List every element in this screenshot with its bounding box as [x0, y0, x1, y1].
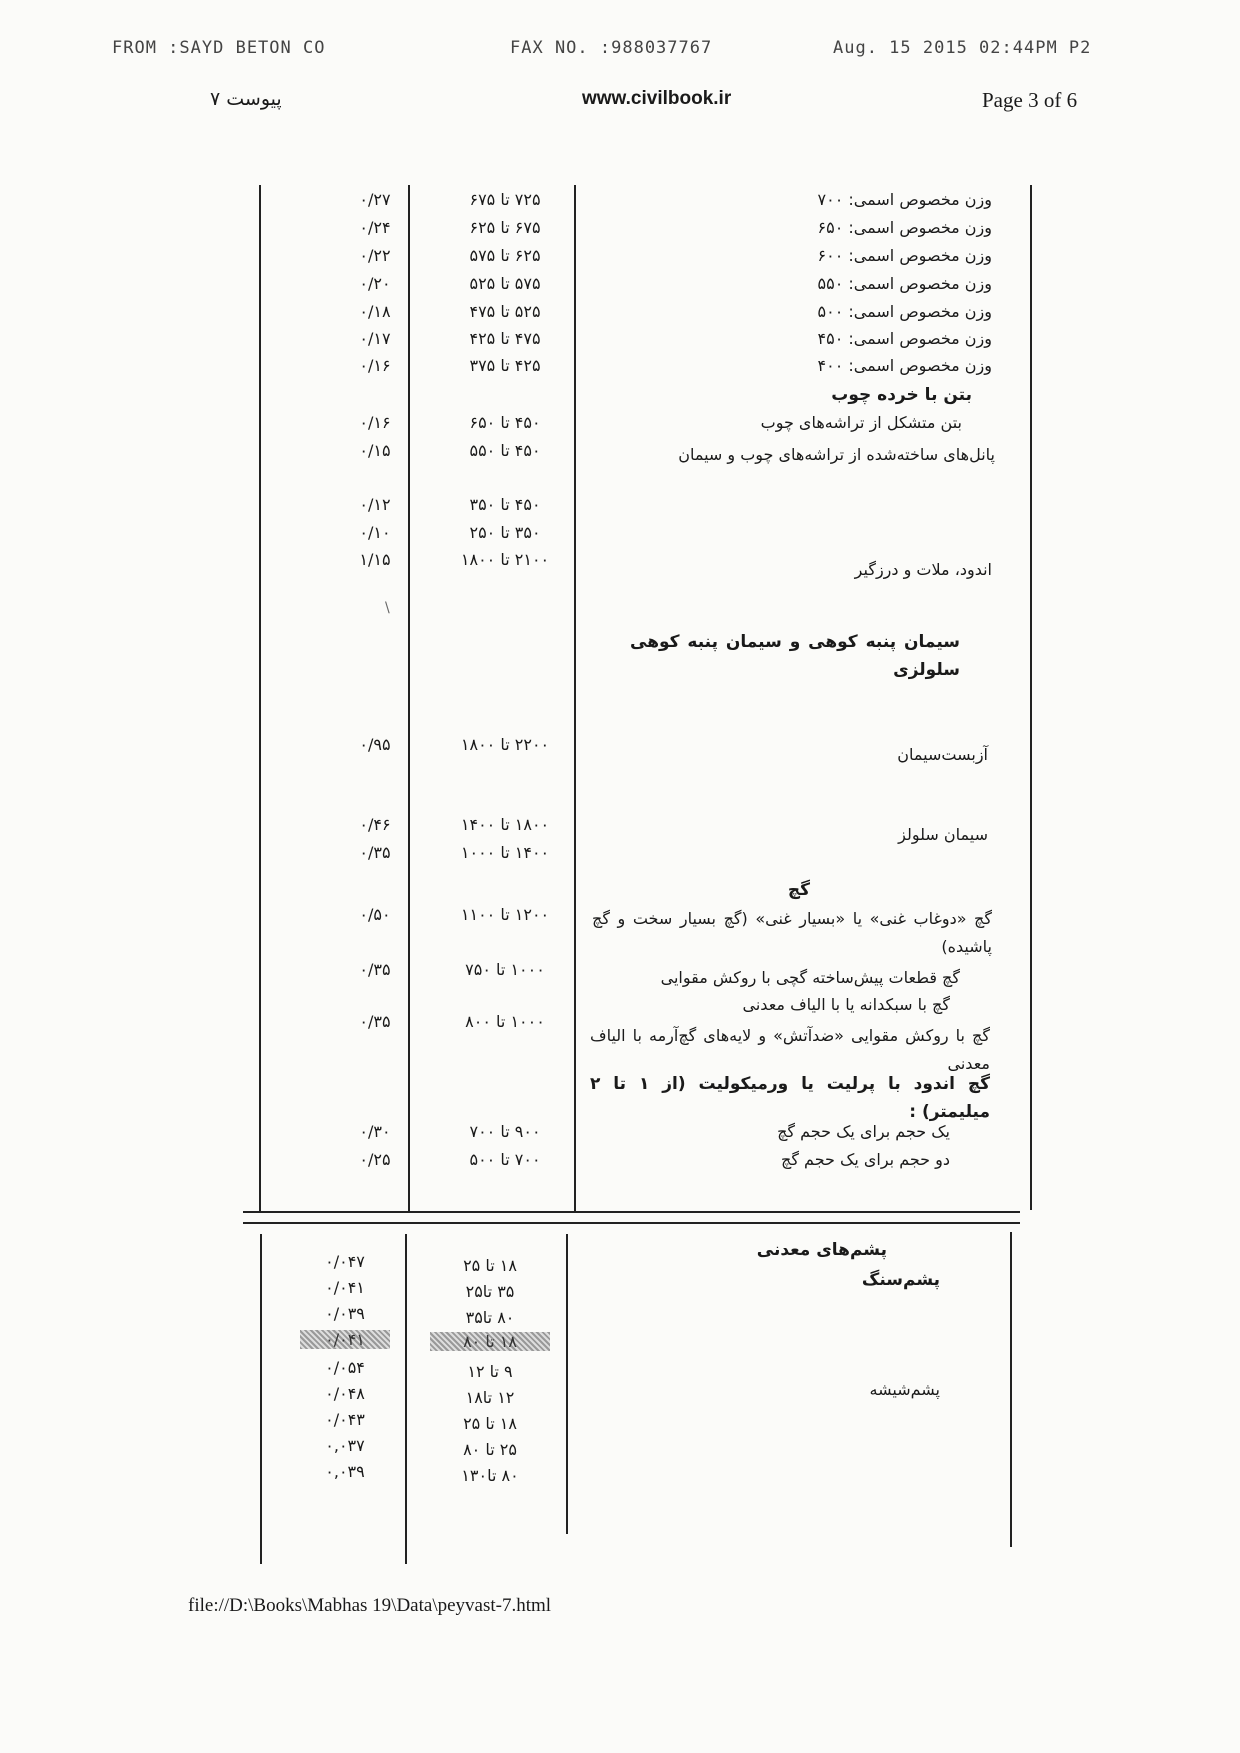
desc-cell: دو حجم برای یک حجم گچ [781, 1150, 950, 1169]
coef-cell: ۱/۱۵ [359, 550, 391, 569]
table-row [0, 1150, 1240, 1178]
range-cell: ۲۲۰۰ تا ۱۸۰۰ [460, 735, 550, 754]
section-heading-wood: بتن با خرده چوب [831, 385, 972, 405]
table-divider-1 [405, 1234, 407, 1564]
site-url: www.civilbook.ir [582, 88, 732, 109]
desc-cell: گچ قطعات پیش‌ساخته گچی با روکش مقوایی [660, 968, 960, 987]
desc-cell: بتن متشکل از تراشه‌های چوب [760, 413, 962, 432]
coef-cell: ۰/۲۵ [359, 1150, 391, 1169]
section-heading-gypsum: گچ [787, 880, 810, 900]
table-row [0, 523, 1240, 551]
range-cell: ۳۵ تا۲۵ [465, 1282, 515, 1301]
coef-cell: ۰/۳۰ [359, 1122, 391, 1141]
table-row [0, 550, 1240, 578]
section-heading-perlite: گچ اندود با پرلیت یا ورمیکولیت (از ۱ تا ۲ میلیمتر) : [590, 1074, 991, 1122]
coef-cell: ۰/۱۵ [359, 441, 391, 460]
table-row [0, 735, 1240, 763]
coef-cell: ۰/۰۴۱ [300, 1330, 390, 1349]
appendix-label: پیوست ۷ [210, 88, 282, 110]
range-cell: ۱۴۰۰ تا ۱۰۰۰ [460, 843, 550, 862]
range-cell: ۱۸۰۰ تا ۱۴۰۰ [460, 815, 550, 834]
range-cell: ۴۵۰ تا ۳۵۰ [469, 495, 541, 514]
table-row [0, 1012, 1240, 1073]
desc-cell: آزبست‌سیمان [897, 745, 988, 764]
table-row [0, 329, 1240, 357]
section-heading-row [0, 385, 1240, 413]
desc-cell: گچ «دوغاب غنی» یا «بسیار غنی» (گچ بسیار سخت و گچ پاشیده) [592, 909, 992, 956]
fax-number: FAX NO. :988037767 [510, 38, 713, 58]
coef-cell: ۰/۲۲ [359, 246, 391, 265]
desc-cell: گچ با سبکدانه یا با الیاف معدنی [742, 995, 950, 1014]
coef-cell: ۰/۳۵ [359, 960, 391, 979]
table-row [0, 843, 1240, 871]
table-row [0, 960, 1240, 988]
page-number: Page 3 of 6 [982, 88, 1078, 112]
desc-cell: وزن مخصوص اسمی: ۵۵۰ [817, 274, 992, 293]
coef-cell: ۰/۱۷ [359, 329, 391, 348]
coef-cell: ۰/۱۸ [359, 302, 391, 321]
range-cell: ۲۵ تا ۸۰ [463, 1440, 517, 1459]
mineral-wool-table [0, 1222, 1240, 1562]
coef-cell: ۰/۱۶ [359, 356, 391, 375]
coef-cell: ۰/۱۶ [359, 413, 391, 432]
file-path-footer: file://D:\Books\Mabhas 19\Data\peyvast-7.html [188, 1595, 552, 1616]
table-row [0, 815, 1240, 843]
range-cell: ۱۸ تا ۸۰ [430, 1332, 550, 1351]
desc-cell: وزن مخصوص اسمی: ۵۰۰ [817, 302, 992, 321]
coef-cell: ۰/۹۵ [359, 735, 391, 754]
coef-cell: ۰/۳۵ [359, 843, 391, 862]
section-heading-asbestos: سیمان پنبه کوهی و سیمان پنبه کوهی سلولزی [630, 632, 960, 680]
desc-cell: سیمان سلولز [898, 825, 988, 844]
coef-cell: ۰/۲۴ [359, 218, 391, 237]
coef-cell: ۰,۰۳۷ [325, 1436, 365, 1455]
fax-date-page: Aug. 15 2015 02:44PM P2 [833, 38, 1092, 58]
range-cell: ۵۷۵ تا ۵۲۵ [469, 274, 541, 293]
desc-cell: وزن مخصوص اسمی: ۴۵۰ [817, 329, 992, 348]
range-cell: ۳۵۰ تا ۲۵۰ [469, 523, 541, 542]
page-header [0, 88, 1240, 118]
desc-cell: یک حجم برای یک حجم گچ [777, 1122, 950, 1141]
table-border-right [1010, 1232, 1012, 1547]
table-row [0, 1122, 1240, 1150]
range-cell: ۸۰ تا۳۵ [465, 1308, 515, 1327]
range-cell: ۱۲۰۰ تا ۱۱۰۰ [460, 905, 550, 924]
table-row [0, 495, 1240, 523]
range-cell: ۷۲۵ تا ۶۷۵ [469, 190, 541, 209]
range-cell: ۹ تا ۱۲ [467, 1362, 513, 1381]
range-cell: ۶۲۵ تا ۵۷۵ [469, 246, 541, 265]
fax-from: FROM :SAYD BETON CO [112, 38, 326, 58]
desc-cell: وزن مخصوص اسمی: ۶۵۰ [817, 218, 992, 237]
section-heading-row [0, 880, 1240, 908]
coef-cell: ۰/۴۶ [359, 815, 391, 834]
coef-cell: ۰/۰۵۴ [325, 1358, 365, 1377]
desc-cell: وزن مخصوص اسمی: ۴۰۰ [817, 356, 992, 375]
table-top-border [243, 1222, 1020, 1224]
range-cell: ۷۰۰ تا ۵۰۰ [469, 1150, 541, 1169]
range-cell: ۹۰۰ تا ۷۰۰ [469, 1122, 541, 1141]
coef-cell: ۰/۳۵ [359, 1012, 391, 1031]
desc-cell: وزن مخصوص اسمی: ۷۰۰ [817, 190, 992, 209]
stone-wool-label: پشم‌سنگ [861, 1270, 940, 1290]
desc-cell: گچ با روکش مقوایی «ضدآتش» و لایه‌های گچ‌آرمه با الیاف معدنی [590, 1026, 990, 1073]
glass-wool-label: پشم‌شیشه [869, 1380, 940, 1399]
coef-cell: ۰/۰۴۷ [325, 1252, 365, 1271]
table-row [0, 190, 1240, 218]
range-cell: ۱۸ تا ۲۵ [463, 1256, 517, 1275]
range-cell: ۱۰۰۰ تا ۷۵۰ [465, 960, 545, 979]
table-divider-2 [566, 1234, 568, 1534]
section-heading-mineral-wool: پشم‌های معدنی [756, 1240, 887, 1260]
range-cell: ۸۰ تا۱۳۰ [461, 1466, 519, 1485]
coef-cell: ۰/۱۰ [359, 523, 391, 542]
coef-cell: ۰/۰۴۱ [325, 1278, 365, 1297]
coef-cell: ۰/۰۴۸ [325, 1384, 365, 1403]
range-cell: ۵۲۵ تا ۴۷۵ [469, 302, 541, 321]
range-cell: ۱۰۰۰ تا ۸۰۰ [465, 1012, 545, 1031]
coef-cell: ۰/۰۳۹ [325, 1304, 365, 1323]
desc-cell: پانل‌های ساخته‌شده از تراشه‌های چوب و سیمان [678, 445, 995, 464]
table-row [0, 302, 1240, 330]
range-cell: ۴۵۰ تا ۶۵۰ [469, 413, 541, 432]
table-row [0, 218, 1240, 246]
coef-cell: ۰/۰۴۳ [325, 1410, 365, 1429]
table-row [0, 246, 1240, 274]
fax-header [0, 38, 1240, 62]
coef-cell: ۰/۱۲ [359, 495, 391, 514]
table-row [0, 441, 1240, 469]
table-row [0, 274, 1240, 302]
range-cell: ۱۸ تا ۲۵ [463, 1414, 517, 1433]
table-row [0, 905, 1240, 956]
desc-cell: اندود، ملات و درزگیر [854, 560, 992, 579]
range-cell: ۶۷۵ تا ۶۲۵ [469, 218, 541, 237]
table-border-left [260, 1234, 262, 1564]
scan-mark: \ [385, 600, 390, 616]
range-cell: ۴۵۰ تا ۵۵۰ [469, 441, 541, 460]
coef-cell: ۰,۰۳۹ [325, 1462, 365, 1481]
range-cell: ۴۷۵ تا ۴۲۵ [469, 329, 541, 348]
coef-cell: ۰/۵۰ [359, 905, 391, 924]
coef-cell: ۰/۲۷ [359, 190, 391, 209]
range-cell: ۲۱۰۰ تا ۱۸۰۰ [460, 550, 550, 569]
desc-cell: وزن مخصوص اسمی: ۶۰۰ [817, 246, 992, 265]
coef-cell: ۰/۲۰ [359, 274, 391, 293]
range-cell: ۱۲ تا۱۸ [465, 1388, 515, 1407]
table-row [0, 356, 1240, 384]
range-cell: ۴۲۵ تا ۳۷۵ [469, 356, 541, 375]
table-row [0, 413, 1240, 441]
